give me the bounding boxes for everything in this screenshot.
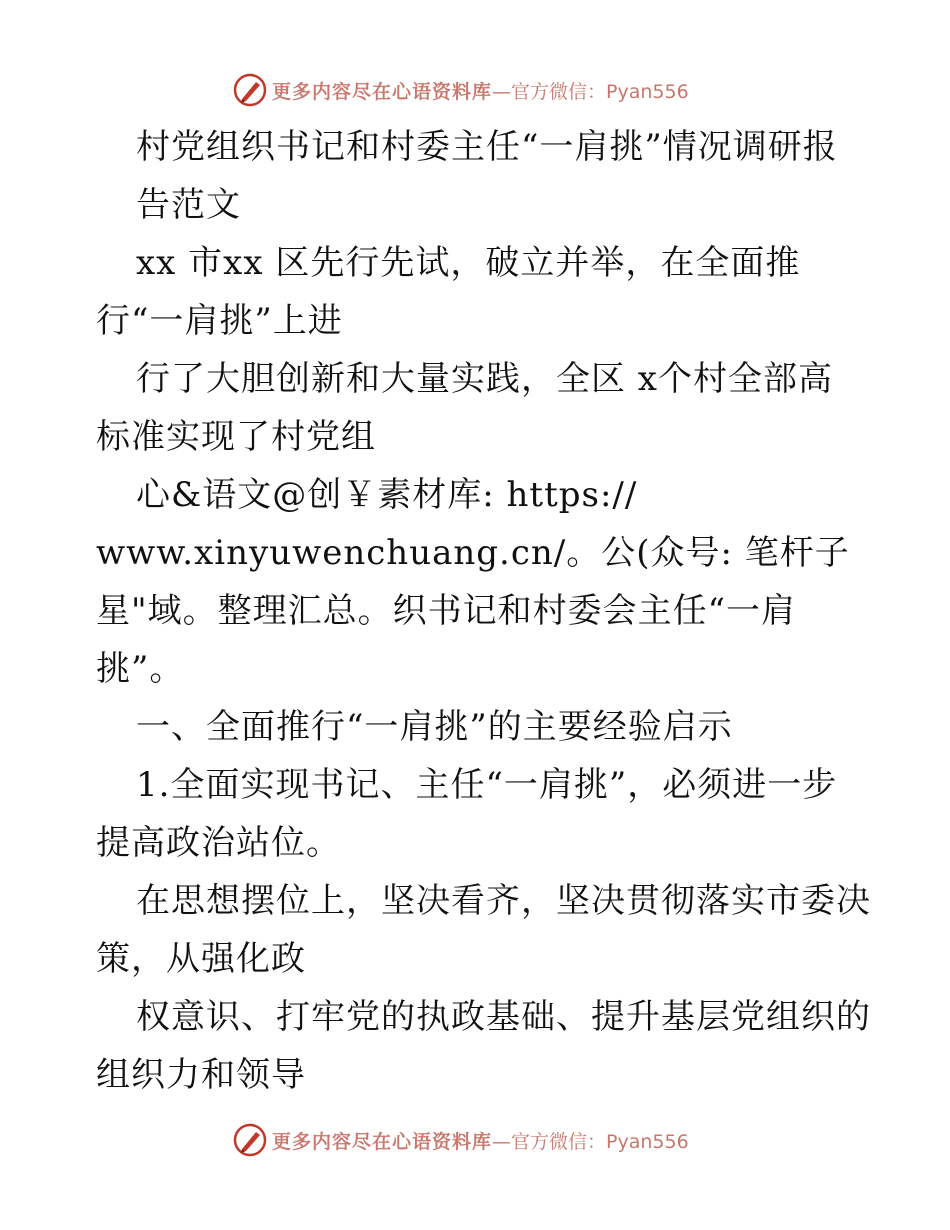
document-title-line-2: 告范文 [136,185,241,225]
document-body [96,118,871,1104]
footer-banner [232,1120,689,1160]
document-line: 在思想摆位上，坚决看齐，坚决贯彻落实市委决 [136,881,871,921]
document-line: www.xinyuwenchuang.cn/。公(众号: 笔杆子 [96,533,850,573]
pen-circle-logo-icon [232,1122,268,1158]
document-line: 心&语文@创￥素材库: https:// [136,475,638,515]
footer-banner-wechat-text: —官方微信：Pyan556 [492,1130,689,1153]
footer-banner-main-text: 更多内容尽在心语资料库 [272,1130,493,1153]
document-line: 权意识、打牢党的执政基础、提升基层党组织的 [136,997,871,1037]
document-line: 组织力和领导 [96,1055,306,1095]
document-line: 挑”。 [96,649,185,689]
document-title-line-1: 村党组织书记和村委主任“一肩挑”情况调研报 [136,127,838,167]
document-line: 行“一肩挑”上进 [96,301,343,341]
section-heading: 一、全面推行“一肩挑”的主要经验启示 [136,707,733,747]
document-line: 行了大胆创新和大量实践，全区 x个村全部高 [136,359,833,399]
header-banner [232,70,689,110]
document-line: 标准实现了村党组 [96,417,376,457]
document-line: 提高政治站位。 [96,823,341,863]
header-banner-main-text: 更多内容尽在心语资料库 [272,80,493,103]
document-line: 星"域。整理汇总。织书记和村委会主任“一肩 [96,591,797,631]
header-banner-wechat-text: —官方微信：Pyan556 [492,80,689,103]
subsection-heading: 1.全面实现书记、主任“一肩挑”，必须进一步 [136,765,838,805]
document-line: 策，从强化政 [96,939,306,979]
pen-circle-logo-icon [232,72,268,108]
document-line: xx 市xx 区先行先试，破立并举，在全面推 [136,243,801,283]
